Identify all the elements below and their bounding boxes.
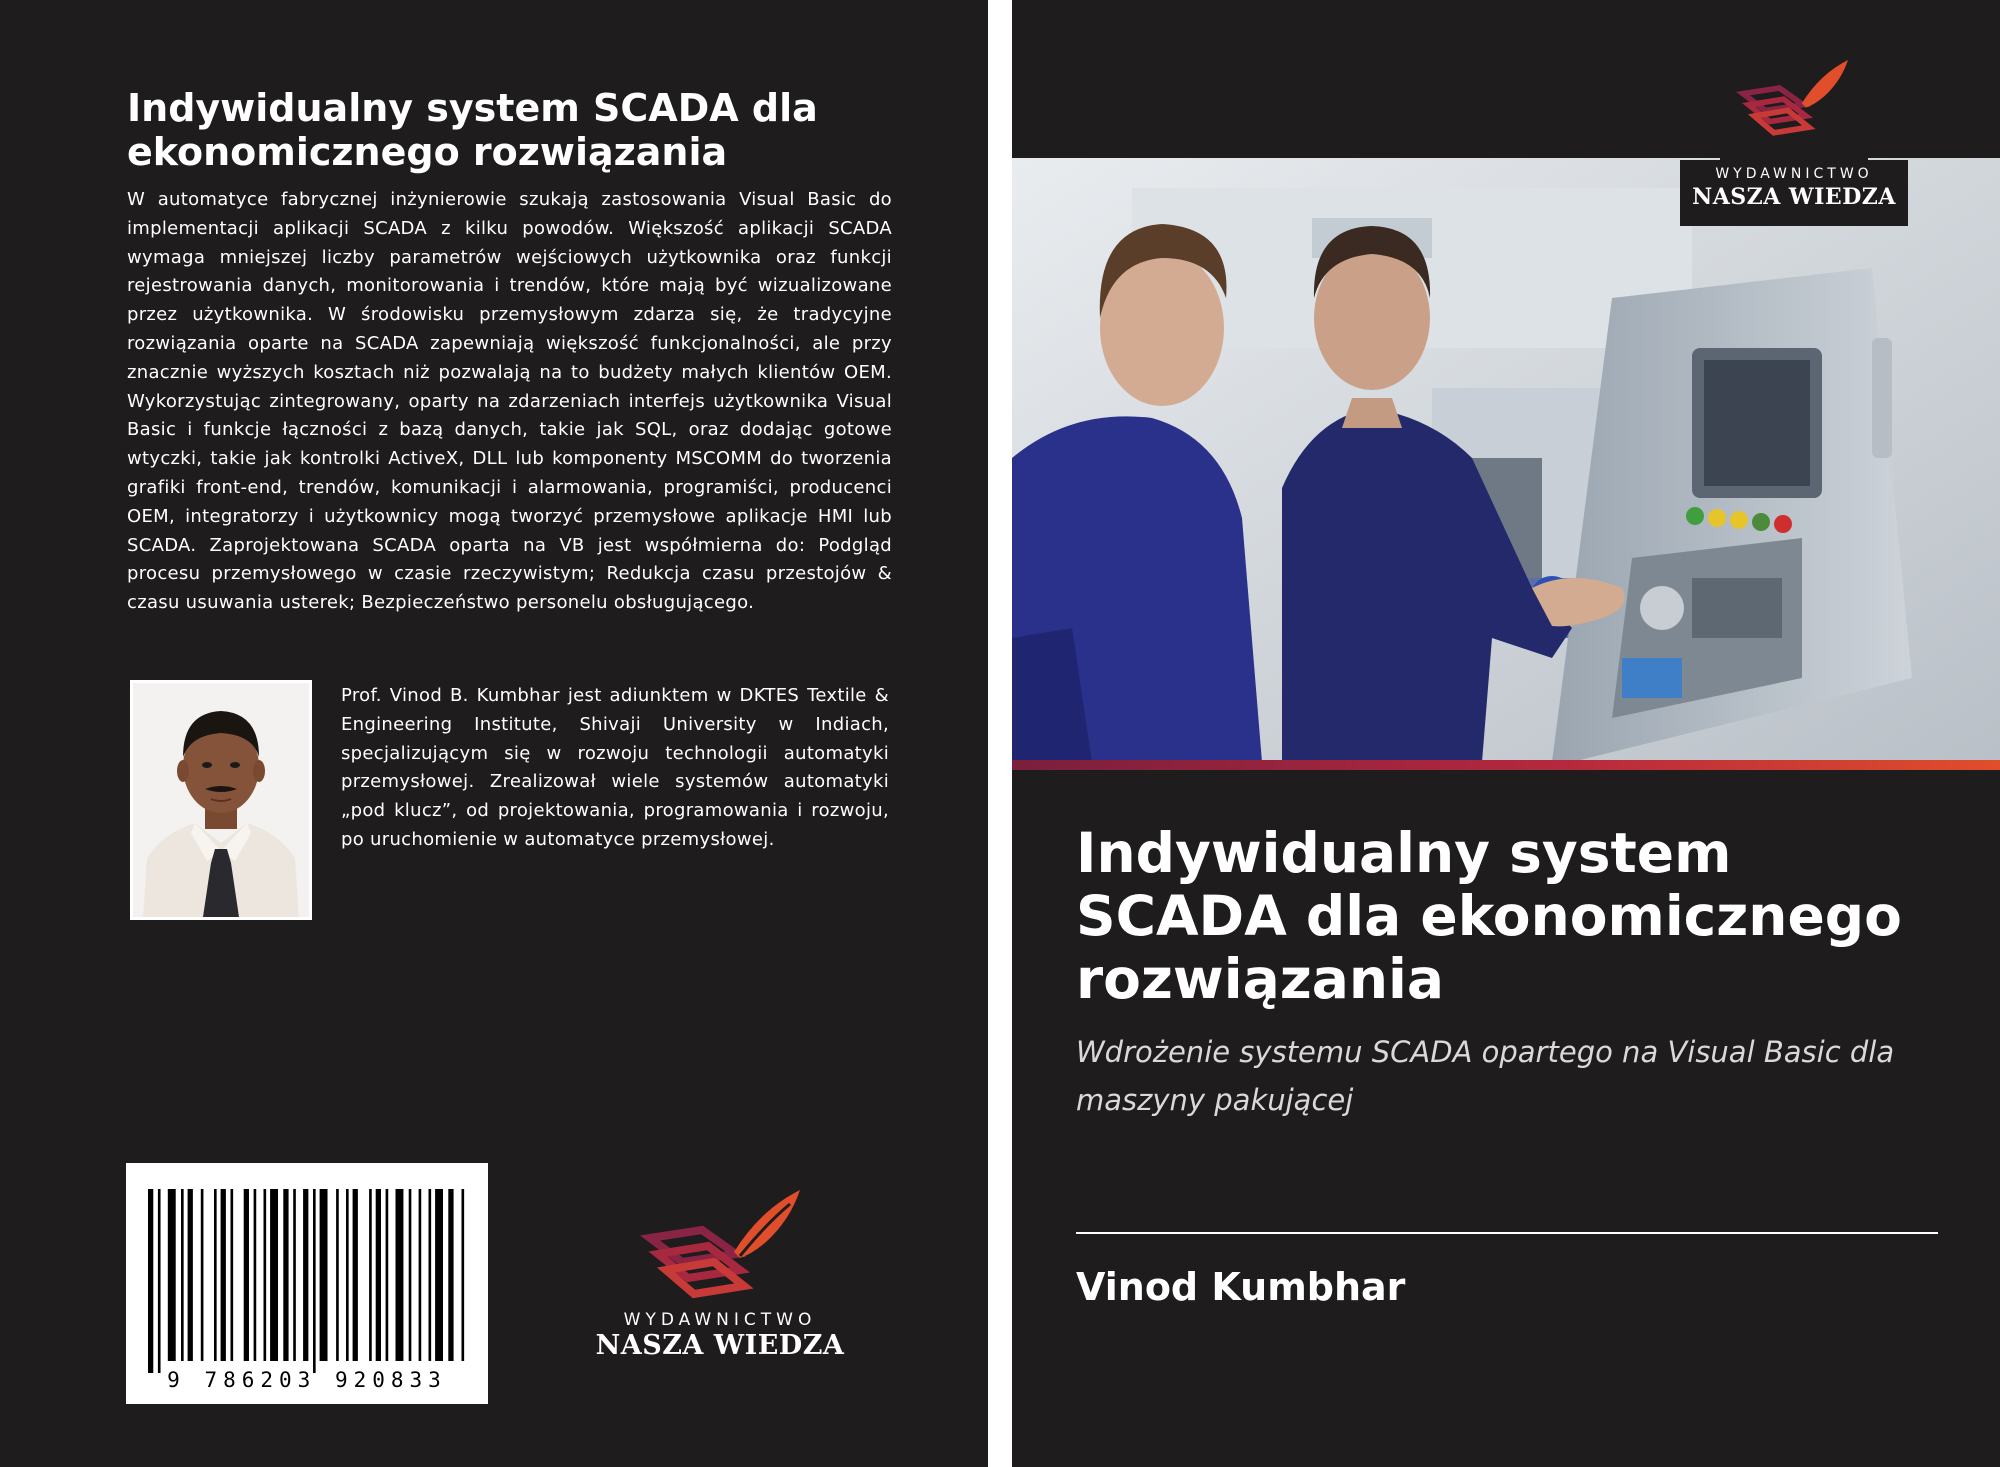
accent-stripe <box>1012 760 2000 770</box>
front-subtitle: Wdrożenie systemu SCADA opartego na Visual Basic dla maszyny pakującej <box>1076 1035 1895 1117</box>
barcode-bar <box>376 1189 381 1361</box>
barcode-bar <box>303 1189 308 1361</box>
barcode-bar <box>283 1189 288 1361</box>
barcode-bar <box>336 1189 339 1361</box>
barcode-bar <box>409 1189 412 1361</box>
barcode-bar <box>462 1189 465 1361</box>
publisher-label-small: WYDAWNICTWO <box>1715 166 1873 182</box>
barcode-bar <box>148 1189 153 1373</box>
book-with-quill-icon <box>1680 52 1908 162</box>
barcode-bar <box>201 1189 204 1361</box>
barcode-bar <box>419 1189 422 1361</box>
barcode-bar <box>254 1189 257 1361</box>
book-blurb: W automatyce fabrycznej inżynierowie szukają zastosowania Visual Basic do implementacji aplikacji SCADA z kilku powodów. Większość aplikacji SCADA wymaga mniejszej liczby parametrów wejściowych użytkownika oraz funkcji rejestrowania danych, monitorowania i trendów, które mają być wizualizowane przez użytkownika. W środowisku przemysłowym zdarza się, że tradycyjne rozwiązania oparte na SCADA zapewniają większość funkcjonalności, ale przy znacznie wyższych kosztach niż pozwalają na to budżety małych klientów OEM. Wykorzystując zintegrowany, oparty na zdarzeniach interfejs użytkownika Visual Basic i funkcje łączności z bazą danych, takie jak SQL, oraz dodając gotowe wtyczki, takie jak kontrolki ActiveX, DLL lub komponenty MSCOMM do tworzenia grafiki front-end, trendów, komunikacji i alarmowania, programiści, producenci OEM, integratorzy i użytkownicy mogą tworzyć przemysłowe aplikacje HMI lub SCADA. Zaprojektowana SCADA oparta na VB jest współmierna do: Podgląd procesu przemysłowego w czasie rzeczywistym; Redukcja czasu przestojów & czasu usuwania usterek; Bezpieczeństwo personelu obsługującego. <box>127 189 892 614</box>
barcode-bar <box>313 1189 316 1373</box>
barcode-bar <box>188 1189 193 1361</box>
isbn-barcode <box>126 1163 488 1404</box>
isbn-digits: 9 786203 920833 <box>167 1368 447 1392</box>
author-name: Vinod Kumbhar <box>1076 1265 1406 1309</box>
cover-gap <box>988 0 1012 1467</box>
barcode-bar <box>346 1189 349 1361</box>
publisher-label-small: WYDAWNICTWO <box>623 1310 817 1330</box>
barcode-bar <box>320 1189 328 1361</box>
barcode-bar <box>396 1189 404 1361</box>
back-title <box>127 86 907 174</box>
publisher-logo-back <box>592 1170 848 1366</box>
front-title-line: SCADA dla ekonomicznego <box>1076 884 1902 948</box>
barcode-bar <box>386 1189 389 1361</box>
barcode-bar <box>353 1189 358 1361</box>
barcode-bar <box>221 1189 226 1361</box>
publisher-logo-front <box>1680 52 1908 226</box>
publisher-label-big: NASZA WIEDZA <box>1692 184 1896 210</box>
barcode-bar <box>448 1189 453 1361</box>
barcode-bar <box>369 1189 372 1361</box>
barcode-bar <box>214 1189 217 1361</box>
barcode-bar <box>270 1189 278 1361</box>
front-title-line: rozwiązania <box>1076 947 1444 1011</box>
author-photo <box>130 680 312 920</box>
workers-at-cnc-machine-image <box>1012 158 2000 762</box>
barcode-bar <box>244 1189 249 1361</box>
author-bio: Prof. Vinod B. Kumbhar jest adiunktem w DKTES Textile & Engineering Institute, Shivaji University w Indiach, specjalizującym się w rozwoju technologii automatyki przemysłowej. Zrealizował wiele systemów automatyki „pod klucz”, od projektowania, programowania i rozwoju, po uruchomienie w automatyce przemysłowej. <box>341 685 889 850</box>
author-portrait <box>133 683 309 917</box>
barcode-bar <box>429 1189 432 1361</box>
barcode-bar <box>264 1189 267 1361</box>
front-title <box>1076 822 1976 1011</box>
front-title-line: Indywidualny system <box>1076 821 1732 885</box>
publisher-label-big: NASZA WIEDZA <box>595 1330 845 1361</box>
back-title-line: Indywidualny system SCADA dla <box>127 86 818 130</box>
back-title-line: ekonomicznego rozwiązania <box>127 130 728 174</box>
divider <box>1076 1232 1938 1234</box>
barcode-bar <box>158 1189 161 1373</box>
book-with-quill-icon <box>592 1170 848 1310</box>
barcode-bar <box>293 1189 296 1361</box>
barcode-bar <box>168 1189 176 1361</box>
barcode-bar <box>181 1189 184 1361</box>
barcode-bar <box>231 1189 234 1361</box>
barcode-bar <box>435 1189 443 1361</box>
cover-photo <box>1012 158 2000 762</box>
